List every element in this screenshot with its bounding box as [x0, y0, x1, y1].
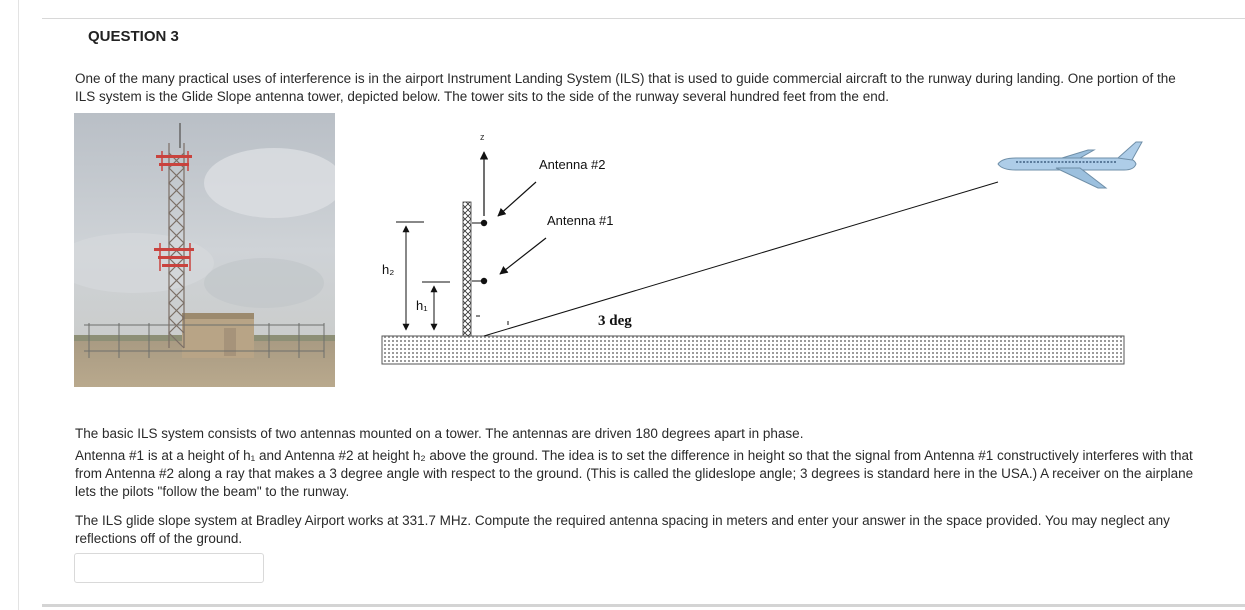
tower-photo — [74, 113, 335, 387]
glide-slope-ray — [484, 182, 998, 336]
airplane-icon — [998, 142, 1142, 188]
z-axis-label: z — [480, 132, 485, 142]
antenna-1-pointer — [500, 238, 546, 274]
basic-ils-text: The basic ILS system consists of two antennas mounted on a tower. The antennas are driven 180 degrees apart in phase. — [75, 426, 804, 441]
bottom-divider — [42, 604, 1245, 607]
glide-slope-diagram — [360, 120, 1160, 380]
intro-text: One of the many practical uses of interference is in the airport Instrument Landing System (ILS) that is used to guide commercial aircraft to the runway during landing. One portion of the ILS system is the Glide Slope antenna tower, depicted below. The tower sits to the side of the runway several hundred feet from the end. — [75, 71, 1176, 104]
top-divider — [42, 18, 1245, 19]
h1-label: h₁ — [416, 298, 428, 313]
ground-strip — [382, 336, 1124, 364]
antenna-description-text: Antenna #1 is at a height of h₁ and Antenna #2 at height h₂ above the ground. The idea is to set the difference in height so that the signal from Antenna #1 constructively interferes with that from Antenna #2 along a ray that makes a 3 degree angle with respect to the ground. (This is called the glideslope angle; 3 degrees is standard here in the USA.) A receiver on the airplane lets the pilots "follow the beam" to the runway. — [75, 448, 1194, 499]
antenna-2-pointer — [498, 182, 536, 216]
h2-label: h₂ — [382, 262, 395, 277]
angle-label: 3 deg — [598, 313, 632, 329]
task-text: The ILS glide slope system at Bradley Airport works at 331.7 MHz. Compute the required antenna spacing in meters and enter your answer in the space provided. You may neglect any reflections off of the ground. — [75, 513, 1170, 546]
answer-input[interactable] — [74, 553, 264, 583]
tower — [463, 202, 471, 336]
antenna-1-label: Antenna #1 — [547, 213, 614, 228]
antenna-2-label: Antenna #2 — [539, 157, 606, 172]
question-title: QUESTION 3 — [88, 28, 179, 45]
